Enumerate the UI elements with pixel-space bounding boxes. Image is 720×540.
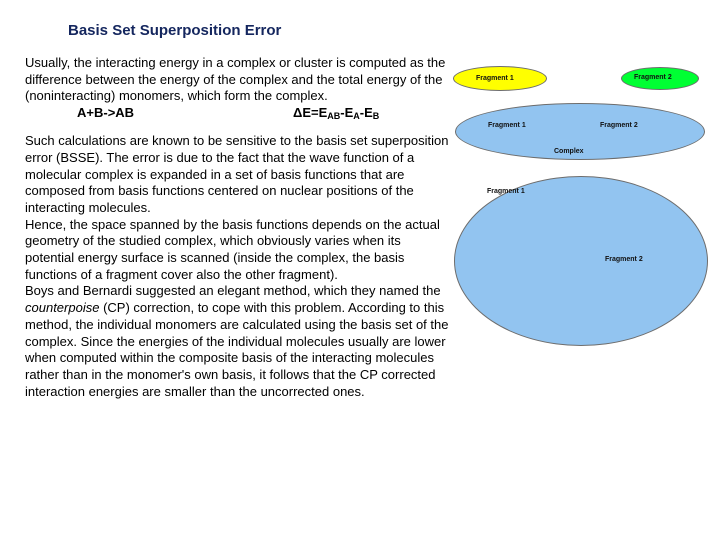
body-text xyxy=(25,55,450,400)
paragraph-bsse: Such calculations are known to be sensitive to the basis set superposition error (BSSE). The error is due to the fact that the wave function of a molecular complex is expanded in a set of basis functions that are composed from basis functions centered on nuclear positions of the interacting molecules. xyxy=(25,133,449,215)
paragraph-intro: Usually, the interacting energy in a complex or cluster is computed as the difference between the energy of the complex and the total energy of the (noninteracting) monomers, which form the complex. xyxy=(25,55,446,104)
large-basis-ellipse xyxy=(454,176,708,346)
complex-label: Complex xyxy=(554,148,584,155)
fragment-1-label: Fragment 1 xyxy=(476,75,514,82)
subscript-ab: AB xyxy=(327,111,341,122)
fragment-2-label: Fragment 2 xyxy=(634,74,672,81)
minus-ea: -E xyxy=(340,105,354,121)
large-fragment-1-label: Fragment 1 xyxy=(487,188,525,195)
energy-lhs: ΔE=E xyxy=(293,105,328,121)
counterpoise-before: Boys and Bernardi suggested an elegant method, which they named the xyxy=(25,283,441,299)
subscript-b: B xyxy=(372,111,380,122)
counterpoise-term: counterpoise xyxy=(25,300,100,316)
complex-fragment-2-label: Fragment 2 xyxy=(600,122,638,129)
large-fragment-2-label: Fragment 2 xyxy=(605,256,643,263)
minus-eb: -E xyxy=(359,105,373,121)
paragraph-geometry: Hence, the space spanned by the basis functions depends on the actual geometry of the studied complex, which obviously varies when its potential energy surface is scanned (inside the complex, the basis functions of a fragment cover also the other fragment). xyxy=(25,216,440,282)
slide-title: Basis Set Superposition Error xyxy=(68,22,282,39)
subscript-a: A xyxy=(353,111,360,122)
formula-row xyxy=(25,105,450,124)
paragraph-counterpoise xyxy=(25,283,450,400)
counterpoise-after: (CP) correction, to cope with this problem. According to this method, the individual monomers are calculated using the basis set of the complex. Since the energies of the individual molecules usually are lower when computed within the composite basis of the interacting molecules rather than in the monomer's own basis, it follows that the CP corrected interaction energies are smaller than the uncorrected ones. xyxy=(25,300,449,399)
energy-equation xyxy=(293,105,379,125)
reaction-equation: A+B->AB xyxy=(77,105,135,121)
complex-fragment-1-label: Fragment 1 xyxy=(488,122,526,129)
